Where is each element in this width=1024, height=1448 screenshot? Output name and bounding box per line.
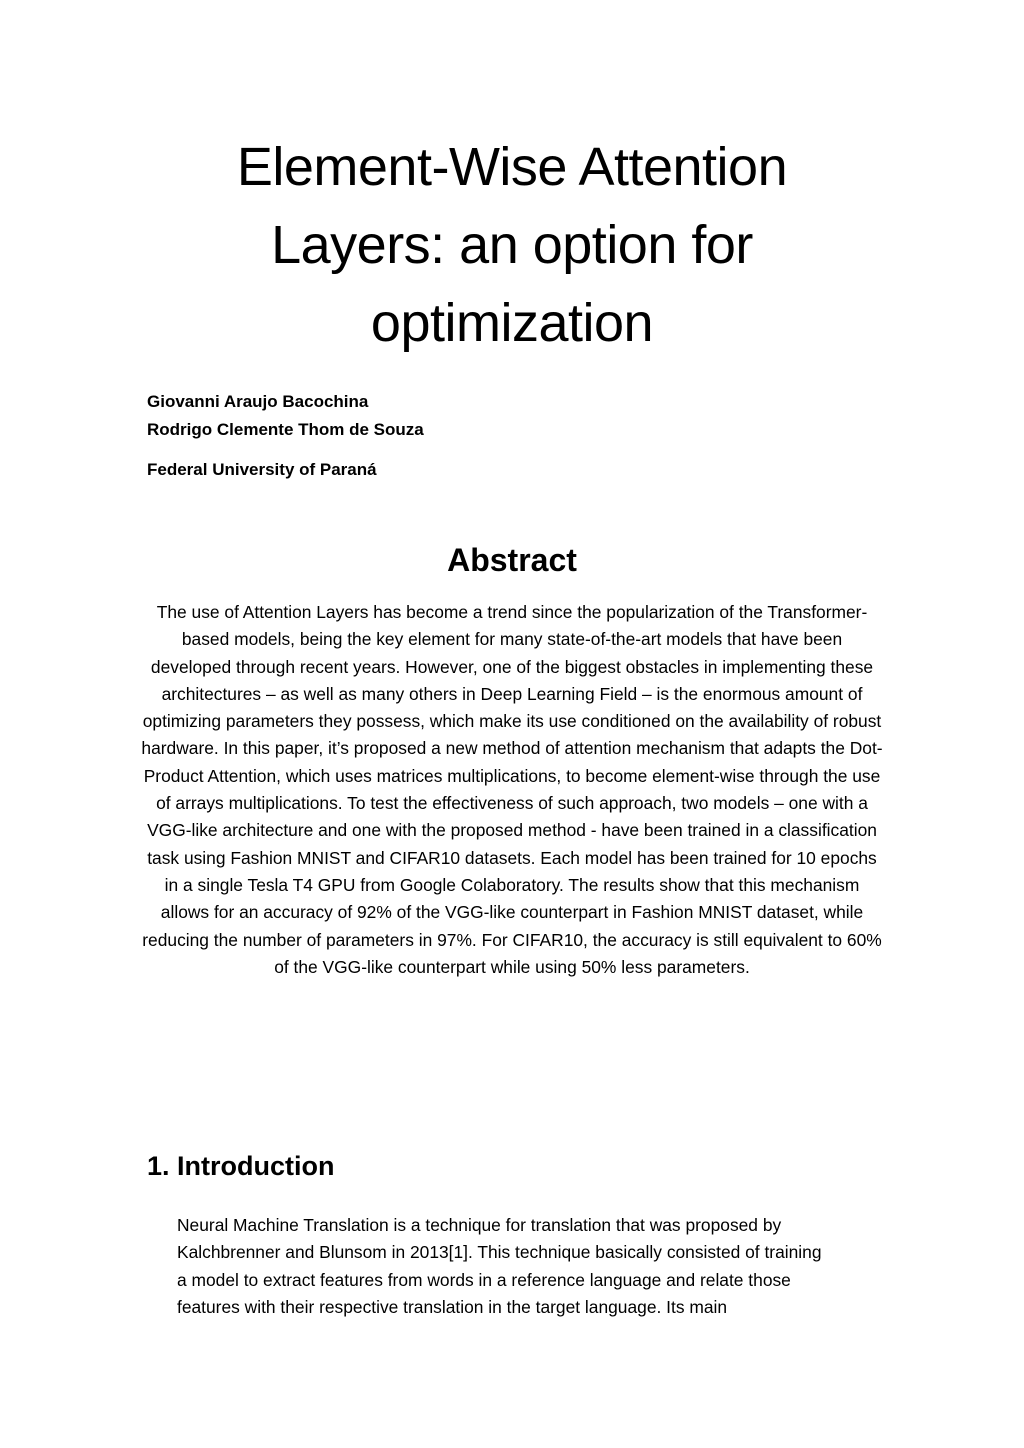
- abstract-heading: Abstract: [447, 542, 577, 578]
- introduction-line: a model to extract features from words in a reference language and relate those: [177, 1269, 791, 1290]
- introduction-heading: 1. Introduction: [147, 1151, 335, 1181]
- paper-title-line-3: optimization: [370, 293, 654, 353]
- author-name: Rodrigo Clemente Thom de Souza: [147, 420, 424, 439]
- abstract-text: The use of Attention Layers has become a trend since the popularization of the Transformer-based models, being the key element for many state-of-the-art models that have been developed through recent years. However, one of the biggest obstacles in implementing these architectures – as well as many others in Deep Learning Field – is the enormous amount of optimizing parameters they possess, which make its use conditioned on the availability of robust hardware. In this paper, it’s proposed a new method of attention mechanism that adapts the Dot-Product Attention, which uses matrices multiplications, to become element-wise through the use of arrays multiplications. To test the effectiveness of such approach, two models – one with a VGG-like architecture and one with the proposed method - have been trained in a classification task using Fashion MNIST and CIFAR10 datasets. Each model has been trained for 10 epochs in a single Tesla T4 GPU from Google Colaboratory. The results show that this mechanism allows for an accuracy of 92% of the VGG-like counterpart in Fashion MNIST dataset, while reducing the number of parameters in 97%. For CIFAR10, the accuracy is still equivalent to 60% of the VGG-like counterpart while using 50% less parameters.: [141, 602, 883, 977]
- introduction-text: [177, 1212, 887, 1321]
- paper-title-line-1: Element-Wise Attention: [236, 137, 788, 197]
- introduction-line: features with their respective translation in the target language. Its main: [177, 1296, 728, 1317]
- author-list: [147, 388, 424, 444]
- paper-title-line-2: Layers: an option for: [271, 215, 753, 275]
- paper-title: [150, 128, 874, 362]
- introduction-line: Neural Machine Translation is a technique for translation that was proposed by: [177, 1215, 782, 1235]
- introduction-line: Kalchbrenner and Blunsom in 2013[1]. This technique basically consisted of training: [177, 1242, 822, 1263]
- author-affiliation: Federal University of Paraná: [147, 460, 377, 479]
- author-name: Giovanni Araujo Bacochina: [147, 392, 369, 411]
